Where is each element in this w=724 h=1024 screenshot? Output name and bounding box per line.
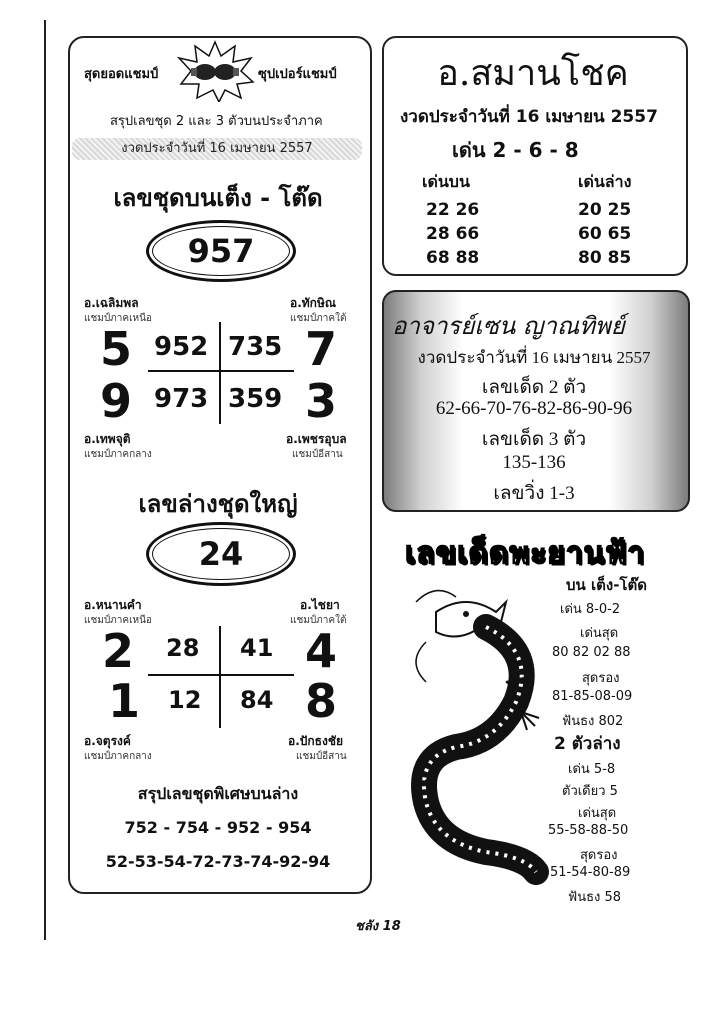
grid2-tr-sub: แชมป์ภาคใต้ (290, 615, 347, 626)
grid1-br-name: อ.เพชรอุบล (286, 432, 347, 446)
grid2-cell-br: 84 (240, 686, 274, 714)
top-number-oval (146, 220, 296, 282)
top-section-title: เลขชุดบนเต็ง - โต๊ด (113, 184, 323, 212)
grid2-tl-name: อ.หนานคำ (84, 598, 142, 612)
grid2-br-name: อ.ปักธงชัย (288, 734, 344, 748)
rb-line-9: เด่น 5-8 (568, 762, 616, 777)
grid1-digit-bl: 9 (100, 374, 133, 428)
header-left-label: สุดยอดแชมป์ (84, 67, 159, 82)
grid2-digit-tr: 4 (305, 624, 338, 678)
left-subtitle: สรุปเลขชุด 2 และ 3 ตัวบนประจำภาค (110, 114, 323, 129)
right-top-title: อ.สมานโชค (437, 53, 629, 94)
lower-row-3: 80 85 (578, 248, 632, 268)
grid1-horizontal-divider (148, 370, 294, 372)
right-mid-label2: เลขเด็ด 2 ตัว (481, 377, 587, 398)
grid1-tr-name: อ.ทักษิณ (290, 296, 336, 310)
upper-row-3: 68 88 (426, 248, 480, 268)
grid1-tl-name: อ.เฉลิมพล (84, 296, 139, 310)
left-date-band: งวดประจำวันที่ 16 เมษายน 2557 (72, 138, 362, 160)
header-right-label: ซุปเปอร์แชมป์ (258, 67, 337, 82)
rb-line-10: ตัวเดียว 5 (562, 784, 618, 799)
rb-line-8: 2 ตัวล่าง (554, 734, 621, 754)
bottom-number: 24 (198, 535, 244, 573)
grid1-bl-name: อ.เทพจุติ (84, 432, 131, 446)
right-bottom-title: เลขเด็ดพะยานฟ้า (405, 536, 646, 571)
special-line-1: 752 - 754 - 952 - 954 (124, 818, 312, 837)
grid1-cell-tl: 952 (154, 332, 209, 362)
grid2-tr-name: อ.ไชยา (300, 598, 340, 612)
rb-line-15: ฟันธง 58 (568, 890, 622, 905)
upper-row-2: 28 66 (426, 224, 480, 244)
rb-line-1: บน เต็ง-โต๊ด (566, 576, 647, 594)
page-margin-line (44, 20, 46, 940)
grid2-horizontal-divider (148, 674, 294, 676)
lower-row-2: 60 65 (578, 224, 632, 244)
right-mid-wing: เลขวิ่ง 1-3 (493, 483, 575, 504)
bottom-section-title: เลขล่างชุดใหญ่ (138, 490, 298, 518)
dragon-illustration-icon (396, 572, 556, 892)
upper-row-1: 22 26 (426, 200, 480, 220)
grid2-bl-name: อ.จตุรงค์ (84, 734, 131, 748)
grid1-digit-br: 3 (305, 374, 338, 428)
top-number: 957 (187, 232, 255, 270)
grid2-br-sub: แชมป์อีสาน (296, 751, 347, 762)
grid2-digit-tl: 2 (102, 624, 135, 678)
rb-line-13: สุดรอง (580, 848, 618, 863)
special-title: สรุปเลขชุดพิเศษบนล่าง (137, 784, 299, 803)
rb-line-14: 51-54-80-89 (550, 865, 631, 880)
grid2-vertical-divider (219, 626, 221, 728)
lower-row-1: 20 25 (578, 200, 632, 220)
grid2-tl-sub: แชมป์ภาคเหนือ (84, 615, 152, 626)
grid1-digit-tr: 7 (305, 322, 338, 376)
grid1-cell-tr: 735 (228, 332, 283, 362)
page-number: ชลัง 18 (355, 919, 401, 934)
grid1-tl-sub: แชมป์ภาคเหนือ (84, 313, 152, 324)
rb-line-11: เด่นสุด (578, 806, 617, 821)
boxing-gloves-starburst-icon (175, 40, 255, 102)
right-top-col-upper: เด่นบน (422, 172, 470, 191)
special-line-2: 52-53-54-72-73-74-92-94 (105, 852, 331, 871)
grid1-cell-bl: 973 (154, 384, 209, 414)
grid1-tr-sub: แชมป์ภาคใต้ (290, 313, 347, 324)
grid2-bl-sub: แชมป์ภาคกลาง (84, 751, 152, 762)
rb-line-2: เด่น 8-0-2 (560, 602, 621, 617)
grid2-cell-tl: 28 (166, 634, 200, 662)
grid1-digit-tl: 5 (100, 322, 133, 376)
rb-line-7: ฟันธง 802 (562, 714, 624, 729)
right-top-col-lower: เด่นล่าง (578, 172, 632, 191)
rb-line-3: เด่นสุด (580, 626, 619, 641)
grid2-cell-tr: 41 (240, 634, 274, 662)
rb-line-6: 81-85-08-09 (552, 689, 633, 704)
right-mid-title: อาจารย์เซน ญาณทิพย์ (392, 312, 625, 340)
right-mid-label3: เลขเด็ด 3 ตัว (481, 429, 587, 450)
grid2-cell-bl: 12 (168, 686, 202, 714)
right-mid-nums3: 135-136 (502, 452, 566, 473)
grid1-bl-sub: แชมป์ภาคกลาง (84, 449, 152, 460)
grid1-br-sub: แชมป์อีสาน (292, 449, 343, 460)
rb-line-5: สุดรอง (582, 671, 620, 686)
right-top-den: เด่น 2 - 6 - 8 (452, 138, 579, 162)
bottom-number-oval (146, 522, 296, 586)
right-top-date: งวดประจำวันที่ 16 เมษายน 2557 (400, 107, 658, 127)
grid1-cell-br: 359 (228, 384, 283, 414)
right-mid-nums2: 62-66-70-76-82-86-90-96 (435, 398, 633, 419)
grid1-vertical-divider (219, 322, 221, 424)
right-mid-date: งวดประจำวันที่ 16 เมษายน 2557 (417, 348, 651, 367)
rb-line-12: 55-58-88-50 (548, 823, 629, 838)
left-panel (68, 36, 372, 894)
grid2-digit-bl: 1 (108, 674, 141, 728)
rb-line-4: 80 82 02 88 (552, 645, 631, 660)
grid2-digit-br: 8 (305, 674, 338, 728)
